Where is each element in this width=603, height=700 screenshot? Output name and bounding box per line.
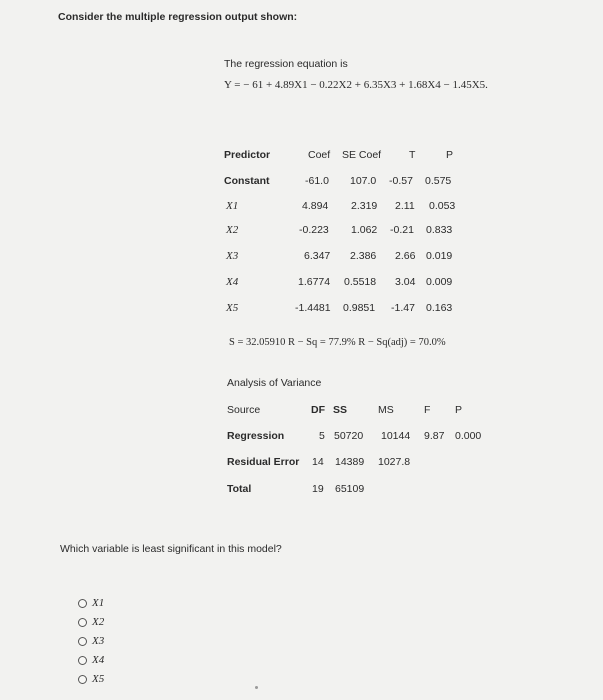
t-value: -0.57 <box>389 175 413 187</box>
p-value: 0.019 <box>426 250 453 262</box>
option-label: X1 <box>92 597 105 609</box>
anova-title: Analysis of Variance <box>227 377 322 389</box>
anova-header-ss: SS <box>333 404 348 416</box>
coef-value: 6.347 <box>304 250 331 262</box>
anova-ms: 10144 <box>381 430 411 442</box>
stray-dot <box>255 686 258 689</box>
se-coef-value: 2.319 <box>351 200 378 212</box>
anova-df: 14 <box>312 456 324 468</box>
option-label: X2 <box>92 616 105 628</box>
anova-header-ms: MS <box>378 404 394 416</box>
fit-statistics: S = 32.05910 R − Sq = 77.9% R − Sq(adj) = 70.0% <box>229 337 446 348</box>
option-x1[interactable] <box>78 597 104 609</box>
coef-value: -1.4481 <box>295 302 331 314</box>
option-label: X5 <box>92 673 105 685</box>
anova-header-f: F <box>424 404 431 416</box>
option-x5[interactable] <box>78 673 104 685</box>
se-coef-value: 2.386 <box>350 250 377 262</box>
p-value: 0.833 <box>426 224 453 236</box>
question-intro: Consider the multiple regression output shown: <box>58 11 298 23</box>
option-x3[interactable] <box>78 635 104 647</box>
anova-header-source: Source <box>227 404 261 416</box>
option-label: X4 <box>92 654 105 666</box>
se-coef-value: 0.9851 <box>343 302 376 314</box>
se-coef-value: 107.0 <box>350 175 377 187</box>
predictor-name: X2 <box>226 224 239 236</box>
anova-f: 9.87 <box>424 430 445 442</box>
predictor-name: X3 <box>226 250 239 262</box>
t-value: 3.04 <box>395 276 416 288</box>
coef-value: 1.6774 <box>298 276 331 288</box>
coef-value: -0.223 <box>299 224 329 236</box>
question-text: Which variable is least significant in this model? <box>60 543 282 555</box>
option-x4[interactable] <box>78 654 104 666</box>
predictor-name: X5 <box>226 302 239 314</box>
t-value: -1.47 <box>391 302 415 314</box>
predictor-name: X1 <box>226 200 239 212</box>
radio-button[interactable] <box>78 599 87 608</box>
p-value: 0.575 <box>425 175 452 187</box>
anova-source: Residual Error <box>227 456 300 468</box>
anova-ss: 50720 <box>334 430 364 442</box>
coef-value: 4.894 <box>302 200 329 212</box>
p-value: 0.009 <box>426 276 453 288</box>
regression-equation: Y = − 61 + 4.89X1 − 0.22X2 + 6.35X3 + 1.68X4 − 1.45X5. <box>224 79 488 91</box>
radio-button[interactable] <box>78 637 87 646</box>
p-value: 0.053 <box>429 200 456 212</box>
predictor-name: Constant <box>224 175 270 187</box>
equation-heading: The regression equation is <box>224 58 348 70</box>
radio-button[interactable] <box>78 618 87 627</box>
radio-button[interactable] <box>78 675 87 684</box>
option-label: X3 <box>92 635 105 647</box>
option-x2[interactable] <box>78 616 104 628</box>
col-header-p: P <box>446 149 454 161</box>
col-header-se-coef: SE Coef <box>342 149 382 161</box>
anova-source: Regression <box>227 430 285 442</box>
radio-button[interactable] <box>78 656 87 665</box>
anova-p: 0.000 <box>455 430 482 442</box>
anova-header-p: P <box>455 404 463 416</box>
t-value: -0.21 <box>390 224 414 236</box>
anova-ss: 65109 <box>335 483 365 495</box>
se-coef-value: 1.062 <box>351 224 378 236</box>
t-value: 2.66 <box>395 250 416 262</box>
col-header-predictor: Predictor <box>224 149 271 161</box>
anova-ms: 1027.8 <box>378 456 411 468</box>
col-header-coef: Coef <box>308 149 331 161</box>
coef-value: -61.0 <box>305 175 329 187</box>
anova-header-df: DF <box>311 404 325 416</box>
col-header-t: T <box>409 149 416 161</box>
p-value: 0.163 <box>426 302 453 314</box>
anova-df: 5 <box>319 430 325 442</box>
t-value: 2.11 <box>395 200 415 212</box>
anova-df: 19 <box>312 483 324 495</box>
anova-ss: 14389 <box>335 456 365 468</box>
anova-source: Total <box>227 483 252 495</box>
predictor-name: X4 <box>226 276 239 288</box>
se-coef-value: 0.5518 <box>344 276 377 288</box>
